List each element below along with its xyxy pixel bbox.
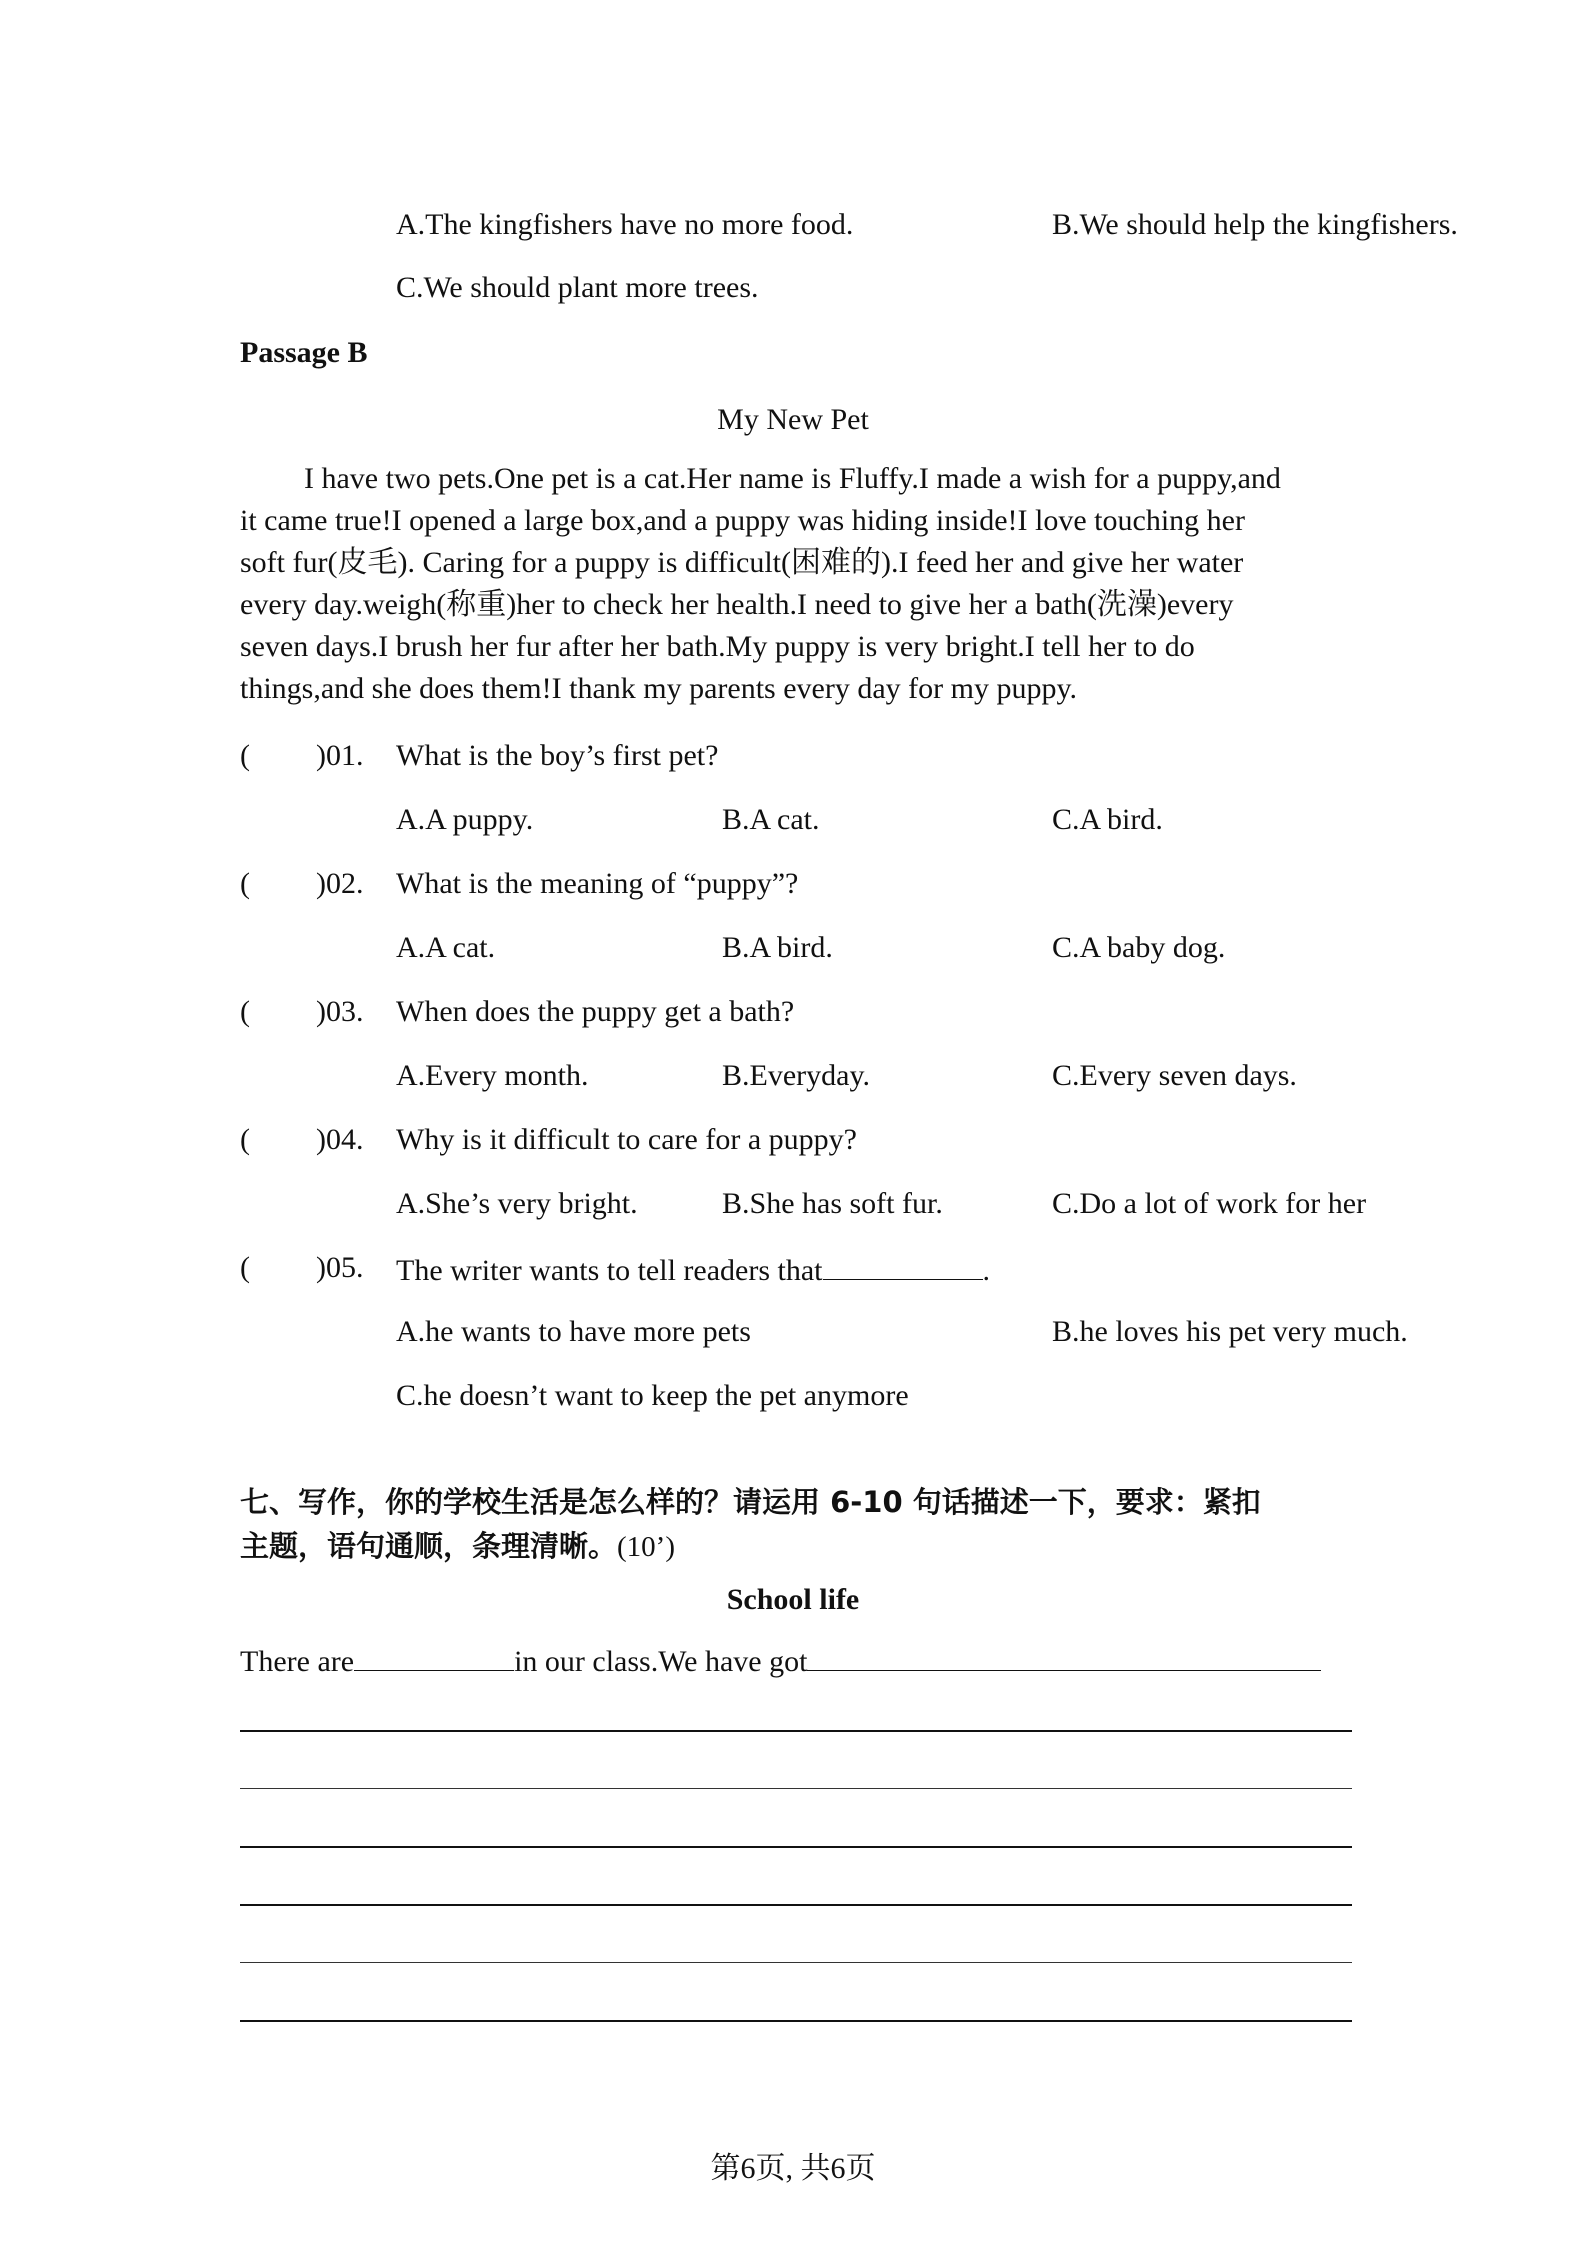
question-number: )05. xyxy=(316,1251,364,1284)
question-text: Why is it difficult to care for a puppy? xyxy=(396,1123,857,1156)
answer-bracket-open[interactable]: ( xyxy=(240,739,250,772)
page-footer: 第6页, 共6页 xyxy=(710,2152,876,2185)
question-end-punct: . xyxy=(982,1254,991,1287)
writing-line[interactable] xyxy=(240,1846,1352,1848)
option-a: A.She’s very bright. xyxy=(396,1187,638,1220)
writing-prompt-line2-row xyxy=(240,1524,1360,1569)
option-a: A.Every month. xyxy=(396,1059,589,1092)
prev-option-a: A.The kingfishers have no more food. xyxy=(396,208,854,241)
answer-bracket-open[interactable]: ( xyxy=(240,995,250,1028)
option-c: C.Every seven days. xyxy=(1052,1059,1297,1092)
option-b: B.She has soft fur. xyxy=(722,1187,943,1220)
passage-line: every day.weigh(称重)her to check her health.I need to give her a bath(洗澡)every xyxy=(240,588,1234,621)
prev-option-b: B.We should help the kingfishers. xyxy=(1052,208,1458,241)
answer-bracket-open[interactable]: ( xyxy=(240,1251,250,1284)
option-c: C.A bird. xyxy=(1052,803,1163,836)
writing-line[interactable] xyxy=(240,1962,1352,1963)
option-c: C.Do a lot of work for her xyxy=(1052,1187,1367,1220)
option-a: A.A cat. xyxy=(396,931,496,964)
question-text: The writer wants to tell readers that xyxy=(396,1254,823,1287)
option-b: B.A cat. xyxy=(722,803,820,836)
option-c: C.he doesn’t want to keep the pet anymore xyxy=(396,1379,909,1412)
answer-bracket-open[interactable]: ( xyxy=(240,1123,250,1156)
question-text: What is the boy’s first pet? xyxy=(396,739,719,772)
question-number: )03. xyxy=(316,995,364,1028)
fill-blank[interactable] xyxy=(823,1253,983,1280)
writing-line[interactable] xyxy=(240,1788,1352,1789)
writing-line[interactable] xyxy=(240,1904,1352,1906)
option-a: A.A puppy. xyxy=(396,803,534,836)
writing-line[interactable] xyxy=(240,2020,1352,2022)
answer-bracket-open[interactable]: ( xyxy=(240,867,250,900)
writing-starter-row xyxy=(240,1644,1321,1677)
passage-line: it came true!I opened a large box,and a puppy was hiding inside!I love touching her xyxy=(240,504,1245,537)
question-number: )01. xyxy=(316,739,364,772)
passage-heading: Passage B xyxy=(240,336,368,369)
passage-body xyxy=(240,458,1360,710)
option-b: B.Everyday. xyxy=(722,1059,871,1092)
option-c: C.A baby dog. xyxy=(1052,931,1226,964)
question-text: What is the meaning of “puppy”? xyxy=(396,867,799,900)
writing-score: (10’) xyxy=(617,1531,675,1563)
writing-prompt xyxy=(240,1480,1360,1569)
writing-blank-1[interactable] xyxy=(354,1644,514,1671)
prev-option-c: C.We should plant more trees. xyxy=(396,271,759,304)
passage-line: soft fur(皮毛). Caring for a puppy is difficult(困难的).I feed her and give her water xyxy=(240,546,1244,579)
writing-blank-2[interactable] xyxy=(807,1644,1321,1671)
question-text: When does the puppy get a bath? xyxy=(396,995,795,1028)
passage-line: things,and she does them!I thank my parents every day for my puppy. xyxy=(240,672,1078,705)
option-b: B.he loves his pet very much. xyxy=(1052,1315,1408,1348)
writing-prompt-line2: 主题，语句通顺，条理清晰。 xyxy=(240,1529,618,1563)
option-b: B.A bird. xyxy=(722,931,833,964)
option-a: A.he wants to have more pets xyxy=(396,1315,751,1348)
writing-prompt-line1: 七、写作，你的学校生活是怎么样的？请运用 6-10 句话描述一下，要求：紧扣 xyxy=(240,1485,1261,1519)
question-number: )02. xyxy=(316,867,364,900)
question-text-row xyxy=(396,1253,990,1286)
passage-title: My New Pet xyxy=(717,403,869,436)
writing-starter-2: in our class.We have got xyxy=(514,1645,808,1678)
writing-starter-1: There are xyxy=(240,1645,355,1678)
passage-line: I have two pets.One pet is a cat.Her name is Fluffy.I made a wish for a puppy,and xyxy=(304,462,1281,495)
question-number: )04. xyxy=(316,1123,364,1156)
passage-line: seven days.I brush her fur after her bath.My puppy is very bright.I tell her to do xyxy=(240,630,1195,663)
writing-title: School life xyxy=(726,1583,860,1616)
writing-line[interactable] xyxy=(240,1730,1352,1732)
